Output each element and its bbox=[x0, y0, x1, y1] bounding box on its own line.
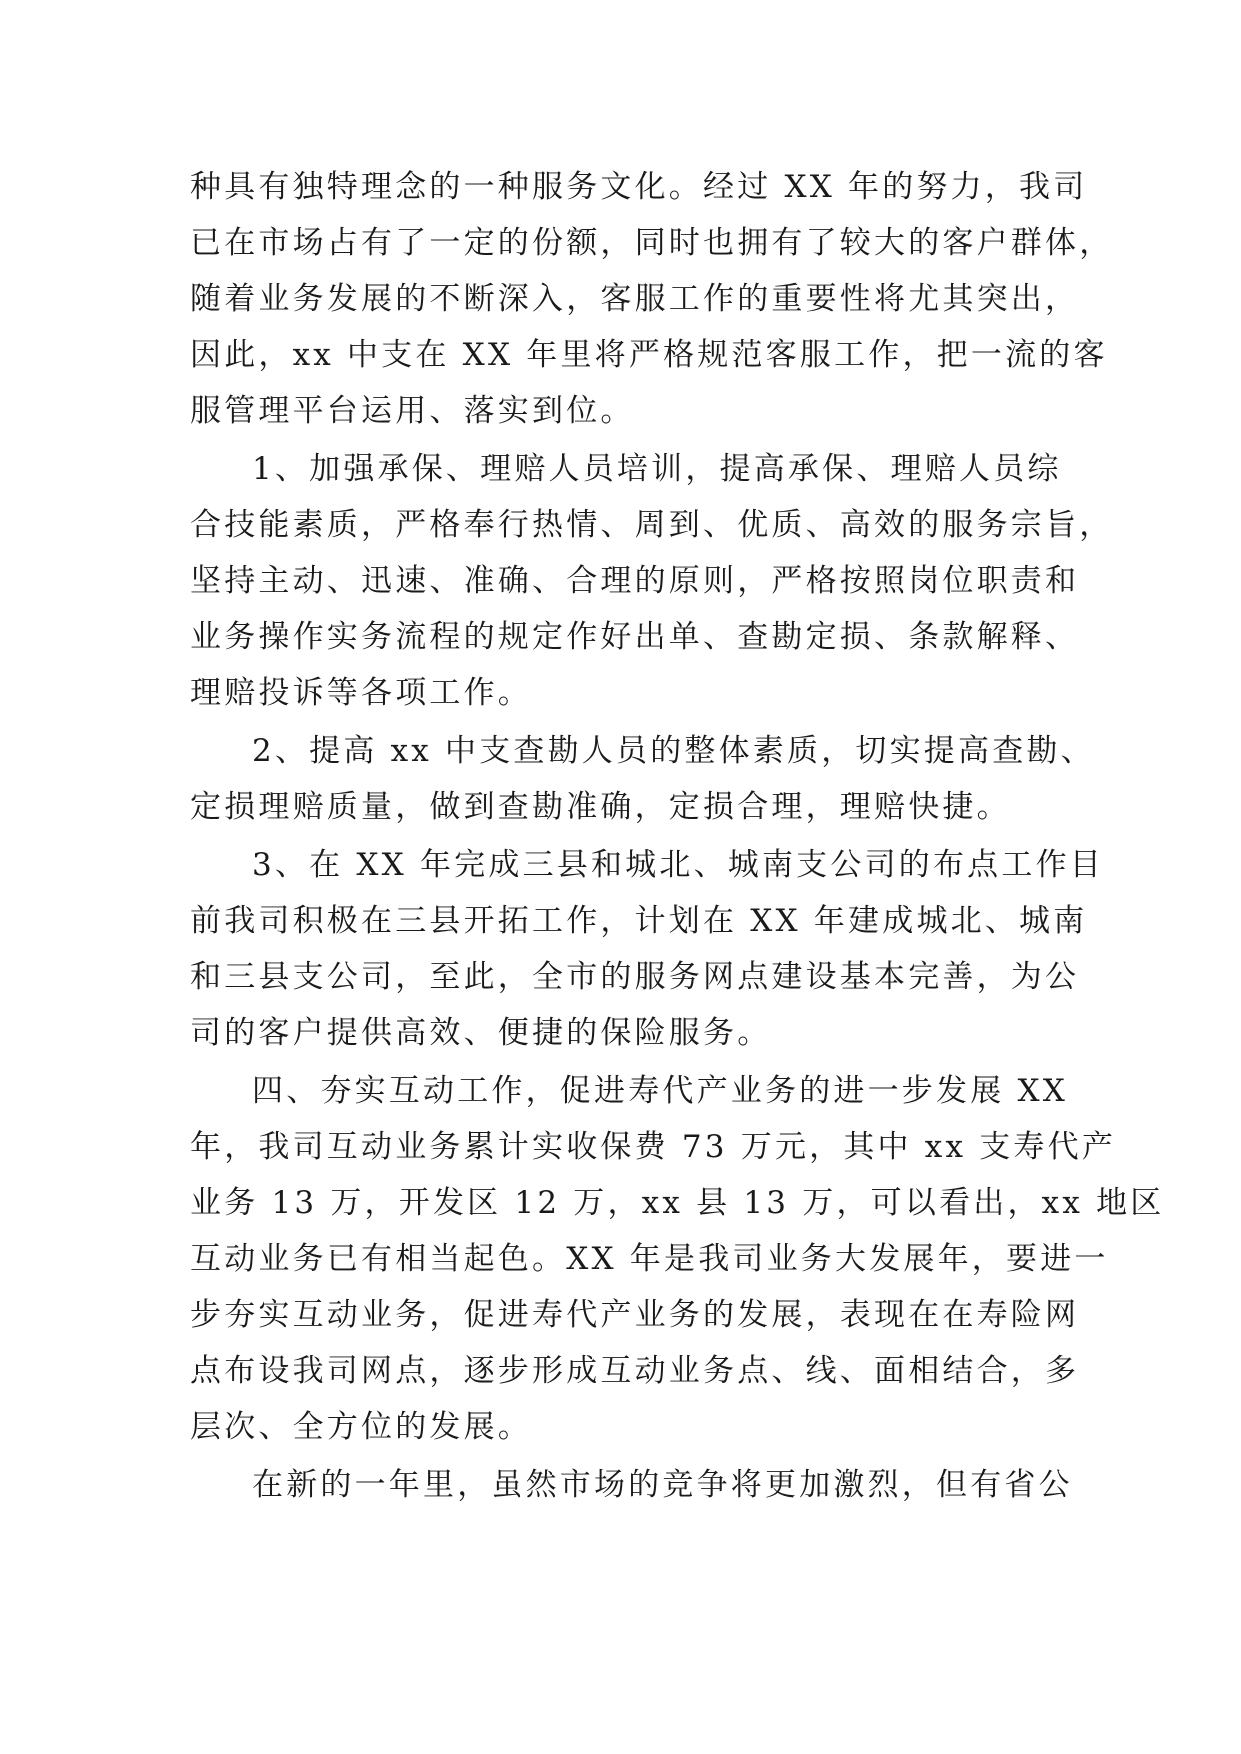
text-line: 3、在 XX 年完成三县和城北、城南支公司的布点工作目 bbox=[252, 847, 1104, 883]
text-line: 随着业务发展的不断深入，客服工作的重要性将尤其突出， bbox=[190, 281, 1080, 317]
text-line: 已在市场占有了一定的份额，同时也拥有了较大的客户群体， bbox=[190, 225, 1114, 261]
text-line: 点布设我司网点，逐步形成互动业务点、线、面相结合，多 bbox=[190, 1353, 1080, 1389]
text-line: 互动业务已有相当起色。XX 年是我司业务大发展年，要进一 bbox=[190, 1241, 1109, 1277]
text-line: 在新的一年里，虽然市场的竞争将更加激烈，但有省公 bbox=[252, 1467, 1073, 1503]
text-line: 和三县支公司，至此，全市的服务网点建设基本完善，为公 bbox=[190, 959, 1080, 995]
text-line: 四、夯实互动工作，促进寿代产业务的进一步发展 XX bbox=[252, 1073, 1068, 1109]
text-line: 司的客户提供高效、便捷的保险服务。 bbox=[190, 1015, 772, 1051]
text-line: 1、加强承保、理赔人员培训，提高承保、理赔人员综 bbox=[252, 451, 1062, 487]
text-line: 服管理平台运用、落实到位。 bbox=[190, 393, 635, 429]
text-line: 步夯实互动业务，促进寿代产业务的发展，表现在在寿险网 bbox=[190, 1297, 1080, 1333]
text-line: 业务 13 万，开发区 12 万，xx 县 13 万，可以看出，xx 地区 bbox=[190, 1185, 1165, 1221]
text-line: 层次、全方位的发展。 bbox=[190, 1409, 532, 1445]
text-line: 年，我司互动业务累计实收保费 73 万元，其中 xx 支寿代产 bbox=[190, 1129, 1117, 1165]
text-line: 定损理赔质量，做到查勘准确，定损合理，理赔快捷。 bbox=[190, 789, 1011, 825]
text-line: 前我司积极在三县开拓工作，计划在 XX 年建成城北、城南 bbox=[190, 903, 1088, 939]
text-line: 2、提高 xx 中支查勘人员的整体素质，切实提高查勘、 bbox=[252, 733, 1095, 769]
text-line: 因此，xx 中支在 XX 年里将严格规范客服工作，把一流的客 bbox=[190, 337, 1108, 373]
text-line: 种具有独特理念的一种服务文化。经过 XX 年的努力，我司 bbox=[190, 169, 1088, 205]
text-line: 业务操作实务流程的规定作好出单、查勘定损、条款解释、 bbox=[190, 619, 1080, 655]
text-line: 理赔投诉等各项工作。 bbox=[190, 675, 532, 711]
text-line: 合技能素质，严格奉行热情、周到、优质、高效的服务宗旨， bbox=[190, 507, 1114, 543]
text-line: 坚持主动、迅速、准确、合理的原则，严格按照岗位职责和 bbox=[190, 563, 1080, 599]
